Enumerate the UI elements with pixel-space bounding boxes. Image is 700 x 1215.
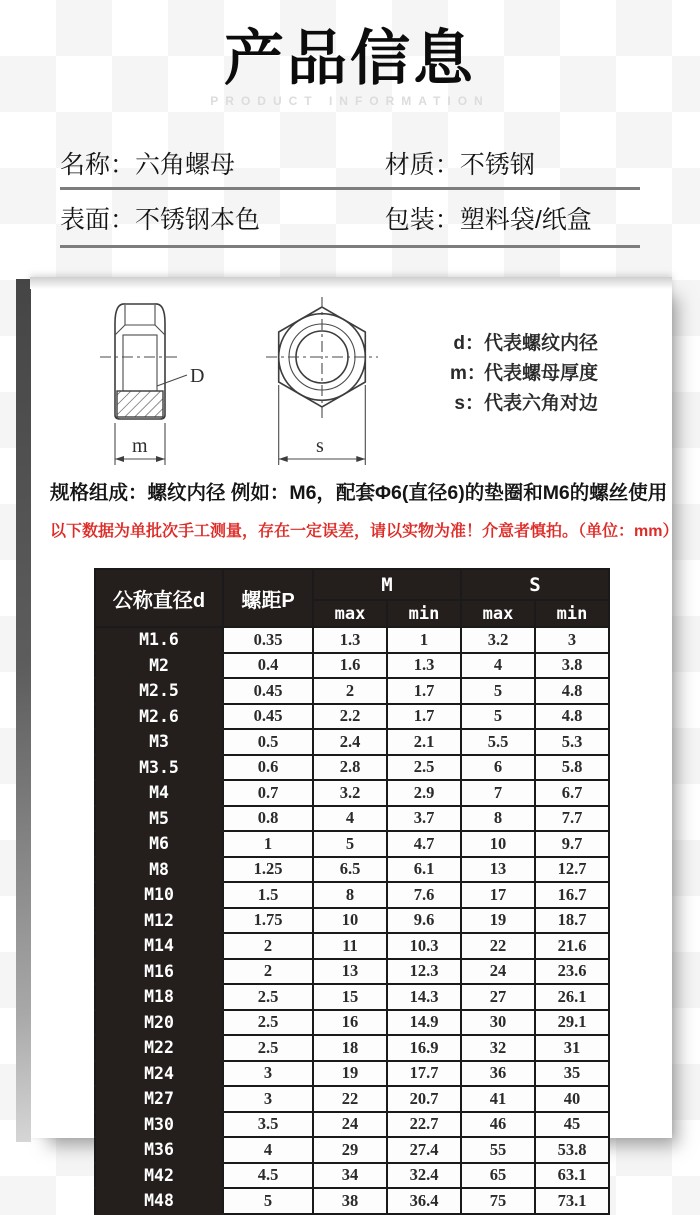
spec-row-label: M36 xyxy=(95,1137,223,1163)
spec-row-label: M12 xyxy=(95,908,223,934)
spec-cell: 0.35 xyxy=(223,627,313,653)
spec-row-label: M14 xyxy=(95,933,223,959)
spec-cell: 3 xyxy=(223,1061,313,1087)
spec-cell: 53.8 xyxy=(535,1137,609,1163)
spec-cell: 1.7 xyxy=(387,704,461,730)
spec-table-row xyxy=(95,959,609,985)
spec-cell: 16.7 xyxy=(535,882,609,908)
spec-table-row xyxy=(95,1035,609,1061)
spec-cell: 26.1 xyxy=(535,984,609,1010)
spec-cell: 5 xyxy=(313,831,387,857)
spec-cell: 11 xyxy=(313,933,387,959)
col-header-m-group: M xyxy=(313,569,461,600)
spec-row-label: M48 xyxy=(95,1188,223,1214)
spec-cell: 30 xyxy=(461,1010,535,1036)
packaging-value: 塑料袋/纸盒 xyxy=(459,205,592,234)
spec-cell: 1.75 xyxy=(223,908,313,934)
spec-cell: 3.2 xyxy=(313,780,387,806)
spec-cell: 31 xyxy=(535,1035,609,1061)
spec-row-label: M1.6 xyxy=(95,627,223,653)
spec-cell: 65 xyxy=(461,1163,535,1189)
spec-row-label: M6 xyxy=(95,831,223,857)
spec-row-label: M2 xyxy=(95,653,223,679)
spec-row-label: M5 xyxy=(95,806,223,832)
spec-cell: 7 xyxy=(461,780,535,806)
spec-cell: 19 xyxy=(313,1061,387,1087)
info-row-1 xyxy=(60,139,640,187)
surface-label: 表面： xyxy=(60,205,136,234)
spec-cell: 41 xyxy=(461,1086,535,1112)
spec-table-row xyxy=(95,1061,609,1087)
nut-technical-drawing xyxy=(80,293,480,469)
material-field xyxy=(385,145,640,181)
nut-side-view-diagram xyxy=(100,304,204,465)
spec-table-row xyxy=(95,1137,609,1163)
spec-cell: 2.2 xyxy=(313,704,387,730)
spec-table-row xyxy=(95,653,609,679)
spec-row-label: M8 xyxy=(95,857,223,883)
spec-row-label: M18 xyxy=(95,984,223,1010)
page-title: 产品信息 xyxy=(224,25,476,92)
spec-cell: 29.1 xyxy=(535,1010,609,1036)
spec-row-label: M24 xyxy=(95,1061,223,1087)
spec-row-label: M3 xyxy=(95,729,223,755)
legend-text-s: 代表六角对边 xyxy=(484,393,599,414)
spec-cell: 16 xyxy=(313,1010,387,1036)
spec-cell: 6.5 xyxy=(313,857,387,883)
spec-cell: 2.5 xyxy=(223,1010,313,1036)
spec-row-label: M22 xyxy=(95,1035,223,1061)
spec-table-row xyxy=(95,780,609,806)
spec-cell: 2.8 xyxy=(313,755,387,781)
spec-cell: 40 xyxy=(535,1086,609,1112)
spec-table-row xyxy=(95,704,609,730)
spec-table xyxy=(94,568,610,1215)
spec-cell: 10 xyxy=(461,831,535,857)
spec-table-row xyxy=(95,908,609,934)
surface-value: 不锈钢本色 xyxy=(135,205,261,234)
spec-cell: 7.7 xyxy=(535,806,609,832)
spec-row-label: M4 xyxy=(95,780,223,806)
spec-cell: 18.7 xyxy=(535,908,609,934)
spec-cell: 0.5 xyxy=(223,729,313,755)
spec-cell: 1 xyxy=(387,627,461,653)
photo-content xyxy=(30,277,679,1215)
diagram-legend xyxy=(450,329,598,419)
material-label: 材质： xyxy=(384,151,460,179)
spec-cell: 2.9 xyxy=(387,780,461,806)
spec-cell: 4.5 xyxy=(223,1163,313,1189)
spec-cell: 6.1 xyxy=(387,857,461,883)
spec-cell: 4 xyxy=(313,806,387,832)
spec-cell: 1.25 xyxy=(223,857,313,883)
spec-cell: 32 xyxy=(461,1035,535,1061)
spec-cell: 5.5 xyxy=(461,729,535,755)
spec-table-row xyxy=(95,1163,609,1189)
spec-cell: 36 xyxy=(461,1061,535,1087)
spec-cell: 15 xyxy=(313,984,387,1010)
spec-table-row xyxy=(95,857,609,883)
spec-cell: 18 xyxy=(313,1035,387,1061)
spec-cell: 3 xyxy=(535,627,609,653)
spec-table-row xyxy=(95,1086,609,1112)
spec-table-body xyxy=(95,627,609,1214)
spec-row-label: M20 xyxy=(95,1010,223,1036)
spec-cell: 21.6 xyxy=(535,933,609,959)
spec-cell: 34 xyxy=(313,1163,387,1189)
spec-cell: 0.4 xyxy=(223,653,313,679)
surface-field xyxy=(60,200,385,236)
legend-key-d: d： xyxy=(453,333,484,354)
spec-cell: 1.3 xyxy=(387,653,461,679)
spec-cell: 75 xyxy=(461,1188,535,1214)
spec-cell: 2.5 xyxy=(223,984,313,1010)
legend-line-m xyxy=(450,359,598,389)
nut-diagrams xyxy=(50,293,662,469)
spec-cell: 27.4 xyxy=(387,1137,461,1163)
packaging-label: 包装： xyxy=(384,205,460,234)
col-header-m-max: max xyxy=(313,600,387,627)
spec-row-label: M2.6 xyxy=(95,704,223,730)
spec-cell: 13 xyxy=(313,959,387,985)
spec-table-row xyxy=(95,729,609,755)
spec-table-row xyxy=(95,678,609,704)
col-header-s-max: max xyxy=(461,600,535,627)
spec-cell: 20.7 xyxy=(387,1086,461,1112)
measurement-warning-note: 以下数据为单批次手工测量，存在一定误差，请以实物为准！介意者慎拍。（单位：mm） xyxy=(50,523,679,540)
spec-table-row xyxy=(95,882,609,908)
spec-cell: 5.8 xyxy=(535,755,609,781)
spec-cell: 55 xyxy=(461,1137,535,1163)
legend-key-m: m： xyxy=(450,363,486,384)
spec-cell: 1.6 xyxy=(313,653,387,679)
spec-cell: 4 xyxy=(223,1137,313,1163)
spec-cell: 6 xyxy=(461,755,535,781)
spec-cell: 10 xyxy=(313,908,387,934)
spec-cell: 0.8 xyxy=(223,806,313,832)
spec-row-label: M10 xyxy=(95,882,223,908)
legend-line-s xyxy=(450,389,598,419)
spec-table-row xyxy=(95,933,609,959)
spec-cell: 17 xyxy=(461,882,535,908)
spec-cell: 3.8 xyxy=(535,653,609,679)
spec-cell: 5 xyxy=(223,1188,313,1214)
spec-cell: 12.3 xyxy=(387,959,461,985)
spec-cell: 46 xyxy=(461,1112,535,1138)
spec-cell: 2.5 xyxy=(387,755,461,781)
legend-text-m: 代表螺母厚度 xyxy=(484,363,599,384)
spec-cell: 22 xyxy=(461,933,535,959)
info-row-2 xyxy=(60,190,640,245)
spec-cell: 1.7 xyxy=(387,678,461,704)
spec-cell: 63.1 xyxy=(535,1163,609,1189)
packaging-field xyxy=(385,200,640,236)
spec-cell: 27 xyxy=(461,984,535,1010)
spec-row-label: M3.5 xyxy=(95,755,223,781)
spec-cell: 73.1 xyxy=(535,1188,609,1214)
spec-cell: 9.6 xyxy=(387,908,461,934)
spec-cell: 0.6 xyxy=(223,755,313,781)
spec-cell: 3.5 xyxy=(223,1112,313,1138)
spec-cell: 1.3 xyxy=(313,627,387,653)
spec-cell: 14.3 xyxy=(387,984,461,1010)
material-value: 不锈钢 xyxy=(459,151,535,179)
legend-text-d: 代表螺纹内径 xyxy=(484,333,599,354)
spec-cell: 29 xyxy=(313,1137,387,1163)
spec-cell: 23.6 xyxy=(535,959,609,985)
page-subtitle: PRODUCT INFORMATION xyxy=(210,94,490,108)
spec-cell: 5 xyxy=(461,704,535,730)
spec-table-row xyxy=(95,1010,609,1036)
spec-table-row xyxy=(95,1112,609,1138)
spec-cell: 13 xyxy=(461,857,535,883)
name-field xyxy=(60,145,385,181)
spec-cell: 24 xyxy=(313,1112,387,1138)
legend-key-s: s： xyxy=(454,393,484,414)
spec-cell: 1 xyxy=(223,831,313,857)
spec-cell: 8 xyxy=(461,806,535,832)
spec-cell: 2 xyxy=(313,678,387,704)
spec-cell: 36.4 xyxy=(387,1188,461,1214)
spec-cell: 5.3 xyxy=(535,729,609,755)
spec-cell: 3.7 xyxy=(387,806,461,832)
spec-photo-card xyxy=(30,277,679,1211)
spec-cell: 32.4 xyxy=(387,1163,461,1189)
product-info-section xyxy=(60,139,640,248)
dim-s-label: s xyxy=(316,435,324,457)
spec-composition-note: 规格组成：螺纹内径 例如：M6，配套Φ6(直径6)的垫圈和M6的螺丝使用 xyxy=(50,482,668,504)
spec-cell: 10.3 xyxy=(387,933,461,959)
spec-table-row xyxy=(95,1188,609,1214)
spec-cell: 2 xyxy=(223,959,313,985)
spec-table-row xyxy=(95,627,609,653)
page-header xyxy=(0,26,700,108)
callout-d-label: D xyxy=(190,365,205,387)
spec-cell: 0.45 xyxy=(223,678,313,704)
spec-table-header xyxy=(95,569,609,627)
spec-cell: 22.7 xyxy=(387,1112,461,1138)
spec-table-row xyxy=(95,984,609,1010)
spec-row-label: M27 xyxy=(95,1086,223,1112)
spec-cell: 24 xyxy=(461,959,535,985)
col-header-pitch: 螺距P xyxy=(223,569,313,627)
spec-cell: 3.2 xyxy=(461,627,535,653)
spec-cell: 2.4 xyxy=(313,729,387,755)
spec-cell: 9.7 xyxy=(535,831,609,857)
spec-cell: 1.5 xyxy=(223,882,313,908)
spec-cell: 6.7 xyxy=(535,780,609,806)
spec-table-row xyxy=(95,831,609,857)
spec-cell: 5 xyxy=(461,678,535,704)
spec-cell: 17.7 xyxy=(387,1061,461,1087)
spec-cell: 2 xyxy=(223,933,313,959)
photo-left-edge xyxy=(16,279,31,1142)
col-header-s-group: S xyxy=(461,569,609,600)
spec-cell: 2.5 xyxy=(223,1035,313,1061)
spec-cell: 14.9 xyxy=(387,1010,461,1036)
spec-cell: 12.7 xyxy=(535,857,609,883)
spec-cell: 19 xyxy=(461,908,535,934)
divider-line xyxy=(60,245,640,248)
col-header-s-min: min xyxy=(535,600,609,627)
spec-cell: 45 xyxy=(535,1112,609,1138)
spec-table-row xyxy=(95,755,609,781)
spec-cell: 38 xyxy=(313,1188,387,1214)
dim-m-label: m xyxy=(132,435,148,457)
spec-cell: 4.8 xyxy=(535,678,609,704)
spec-row-label: M42 xyxy=(95,1163,223,1189)
spec-cell: 4.8 xyxy=(535,704,609,730)
spec-cell: 0.7 xyxy=(223,780,313,806)
spec-table-row xyxy=(95,806,609,832)
spec-cell: 4 xyxy=(461,653,535,679)
spec-cell: 16.9 xyxy=(387,1035,461,1061)
col-header-m-min: min xyxy=(387,600,461,627)
spec-cell: 3 xyxy=(223,1086,313,1112)
legend-line-d xyxy=(450,329,598,359)
spec-cell: 7.6 xyxy=(387,882,461,908)
name-value: 六角螺母 xyxy=(135,151,236,179)
name-label: 名称： xyxy=(60,151,136,179)
nut-front-view-diagram xyxy=(266,297,378,465)
col-header-diameter: 公称直径d xyxy=(95,569,223,627)
spec-row-label: M16 xyxy=(95,959,223,985)
spec-cell: 4.7 xyxy=(387,831,461,857)
spec-cell: 35 xyxy=(535,1061,609,1087)
spec-row-label: M2.5 xyxy=(95,678,223,704)
spec-cell: 8 xyxy=(313,882,387,908)
spec-cell: 2.1 xyxy=(387,729,461,755)
spec-cell: 0.45 xyxy=(223,704,313,730)
spec-cell: 22 xyxy=(313,1086,387,1112)
spec-row-label: M30 xyxy=(95,1112,223,1138)
